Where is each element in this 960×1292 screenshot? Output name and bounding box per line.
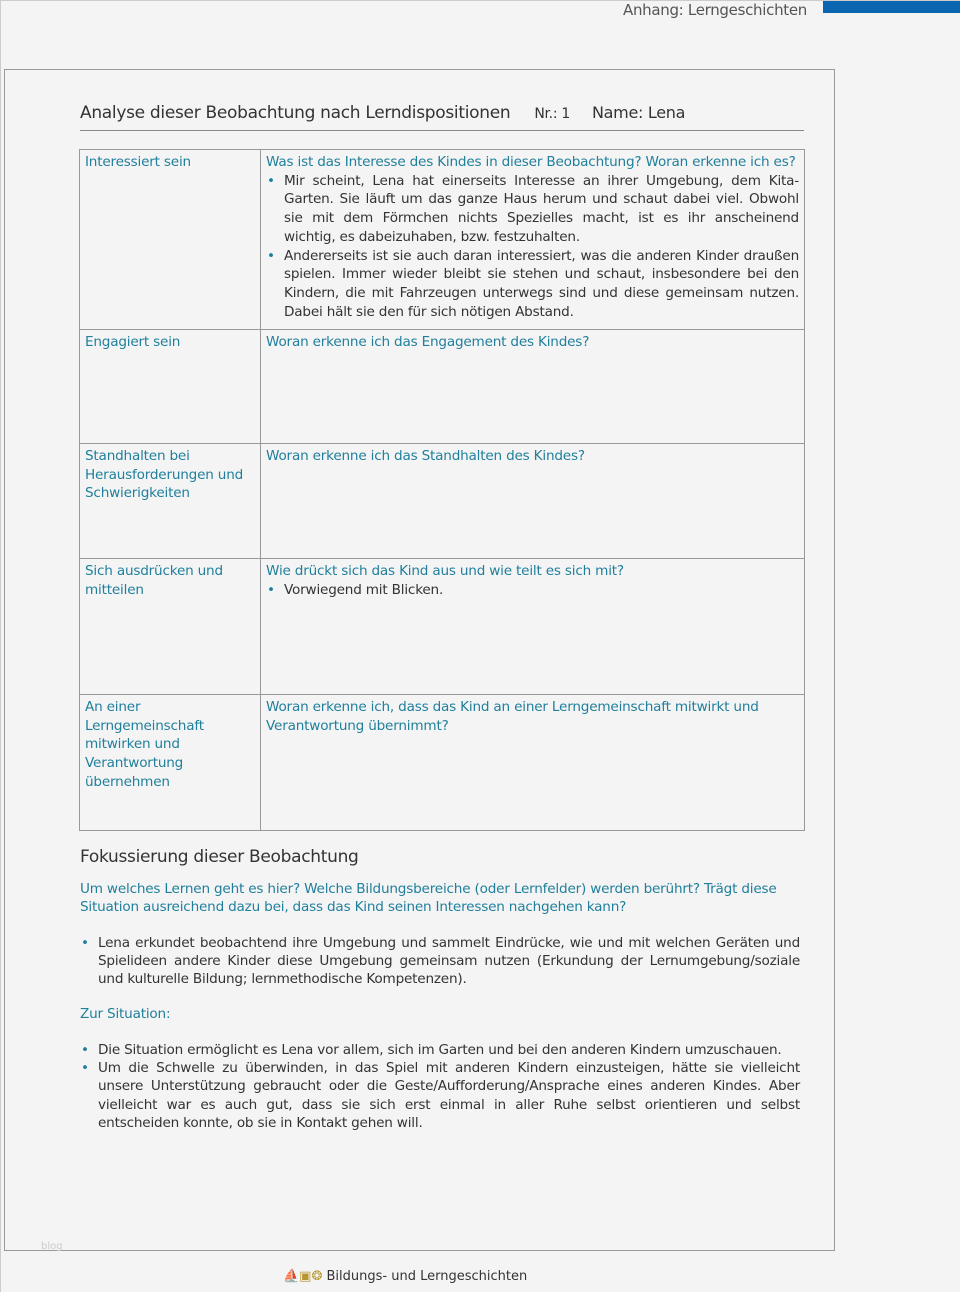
bullet-item: • Andererseits ist sie auch daran interessiert, was die anderen Kinder draußen spielen. Immer wieder bleibt sie stehen und schaut, insbesondere bei den Kindern, die mit Fahrzeugen unterwegs sind und diese gemeinsam nutzen. Dabei hält sie den für sich nötigen Abstand.: [284, 247, 799, 322]
situation-bullets: [80, 1041, 800, 1132]
disposition-label: Standhalten bei Herausforderungen und Schwierigkeiten: [80, 444, 261, 559]
table-row: [80, 695, 805, 831]
footer: [283, 1269, 527, 1284]
focus-bullets: [80, 934, 800, 989]
focus-body: [80, 880, 800, 1132]
number-label: Nr.: 1: [534, 106, 570, 122]
disposition-cell: [261, 695, 805, 831]
disposition-question: Was ist das Interesse des Kindes in dieser Beobachtung? Woran erkenne ich es?: [266, 154, 796, 170]
table-row: [80, 559, 805, 695]
name-label: Name: Lena: [592, 103, 686, 122]
disposition-question: Woran erkenne ich das Engagement des Kindes?: [266, 334, 590, 350]
table-row: [80, 330, 805, 444]
disposition-cell: [261, 559, 805, 695]
focus-title: Fokussierung dieser Beobachtung: [80, 847, 359, 867]
disposition-label: Engagiert sein: [80, 330, 261, 444]
disposition-cell: [261, 444, 805, 559]
watermark: blog: [41, 1241, 63, 1252]
table-row: [80, 444, 805, 559]
bullet-item: • Lena erkundet beobachtend ihre Umgebung und sammelt Eindrücke, wie und mit welchen Geräten und Spielideen andere Kinder diese Umgebung gemeinsam nutzen (Erkundung der Lernumgebung/soziale und kulturelle Bildung; lernmethodische Kompetenzen).: [98, 934, 800, 989]
bullet-item: • Mir scheint, Lena hat einerseits Interesse an ihrer Umgebung, dem Kita-Garten. Sie läuft um das ganze Haus herum und schaut dabei viel. Obwohl sie mit dem Förmchen nichts Spezielles macht, ist es ihr anscheinend wichtig, es dabeizuhaben, bzw. festzuhalten.: [284, 172, 799, 247]
disposition-cell: [261, 330, 805, 444]
bullet-item: • Die Situation ermöglicht es Lena vor allem, sich im Garten und bei den anderen Kindern umzuschauen.: [98, 1041, 800, 1059]
disposition-label: Sich ausdrücken und mitteilen: [80, 559, 261, 695]
bullet-item: • Vorwiegend mit Blicken.: [284, 581, 799, 600]
disposition-question: Wie drückt sich das Kind aus und wie teilt es sich mit?: [266, 563, 624, 579]
disposition-question: Woran erkenne ich, dass das Kind an einer Lerngemeinschaft mitwirkt und Verantwortung übernimmt?: [266, 699, 759, 734]
table-row: [80, 150, 805, 330]
footer-icons: ⛵▣❂: [283, 1269, 327, 1284]
page-title: [80, 103, 804, 131]
bullet-item: • Um die Schwelle zu überwinden, in das Spiel mit anderen Kindern einzusteigen, hätte sie vielleicht unsere Unterstützung gebraucht oder die Geste/Aufforderung/Ansprache eines anderen Kindes. Aber vielleicht war es auch gut, dass sie sich erst einmal in aller Ruhe selbst orientieren und selbst entscheiden konnte, ob sie in Kontakt gehen will.: [98, 1059, 800, 1132]
footer-text: Bildungs- und Lerngeschichten: [326, 1269, 528, 1284]
disposition-label: Interessiert sein: [80, 150, 261, 330]
situation-label: Zur Situation:: [80, 1006, 171, 1023]
disposition-label: An einer Lerngemeinschaft mitwirken und Verantwortung übernehmen: [80, 695, 261, 831]
header-bar: [823, 1, 960, 13]
disposition-question: Woran erkenne ich das Standhalten des Kindes?: [266, 448, 585, 464]
dispositions-table: [79, 149, 805, 831]
title-text: Analyse dieser Beobachtung nach Lerndispositionen: [80, 103, 511, 123]
disposition-cell: [261, 150, 805, 330]
focus-question: Um welches Lernen geht es hier? Welche Bildungsbereiche (oder Lernfelder) werden berührt? Trägt diese Situation ausreichend dazu bei, dass das Kind seinen Interessen nachgehen kann?: [80, 881, 777, 916]
chapter-header: Anhang: Lerngeschichten: [622, 1, 807, 19]
